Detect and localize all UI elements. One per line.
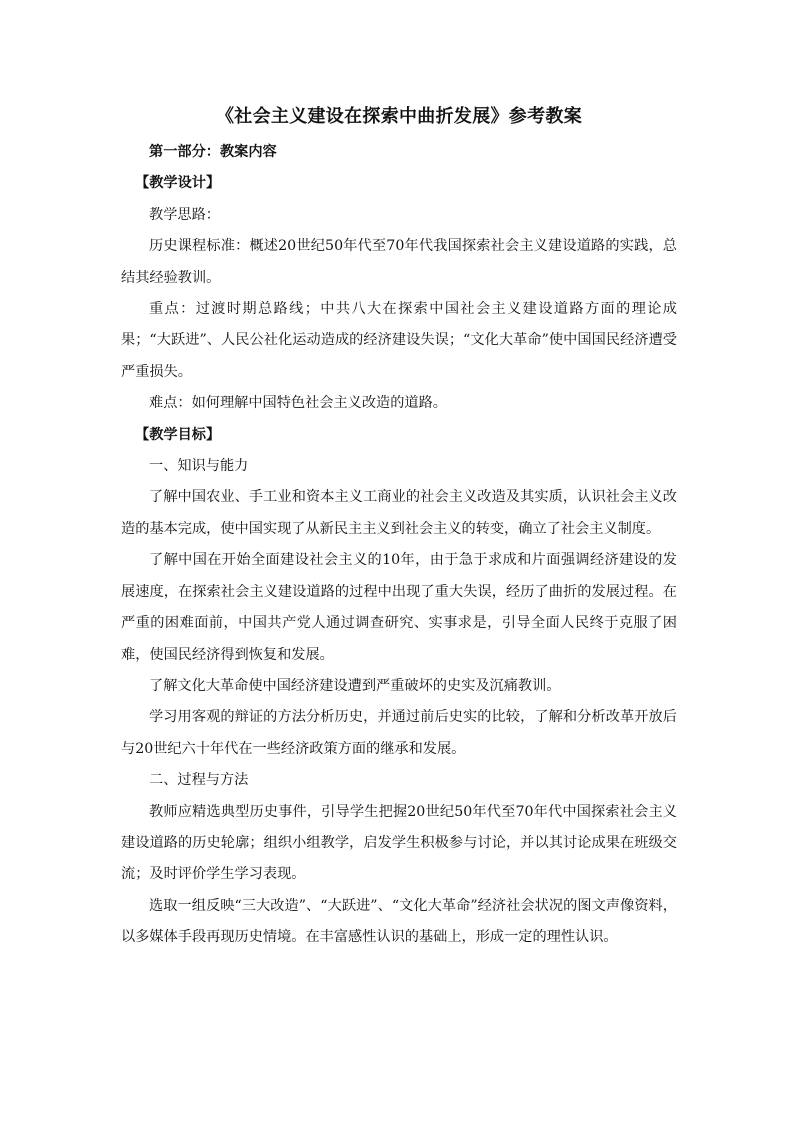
difficult-points-paragraph: 难点：如何理解中国特色社会主义改造的道路。 [149, 395, 447, 412]
objectives-heading: 【教学目标】 [135, 426, 221, 443]
curriculum-standard-paragraph: 历史课程标准：概述20世纪50年代至70年代我国探索社会主义建设道路的实践，总结其经验教训。 [121, 238, 677, 286]
process-paragraph-1: 教师应精选典型历史事件，引导学生把握20世纪50年代至70年代中国探索社会主义建设道路的历史轮廓；组织小组教学，启发学生积极参与讨论，并以其讨论成果在班级交流；及时评价学生学习表现。 [121, 803, 677, 883]
knowledge-paragraph-1: 了解中国农业、手工业和资本主义工商业的社会主义改造及其实质，认识社会主义改造的基本完成，使中国实现了从新民主主义到社会主义的转变，确立了社会主义制度。 [121, 489, 677, 537]
knowledge-paragraph-2: 了解中国在开始全面建设社会主义的10年，由于急于求成和片面强调经济建设的发展速度，在探索社会主义建设道路的过程中出现了重大失误，经历了曲折的发展过程。在严重的困难面前，中国共产党人通过调查研究、实事求是，引导全面人民终于克服了困难，使国民经济得到恢复和发展。 [121, 552, 677, 663]
section-two-heading: 二、过程与方法 [149, 772, 249, 789]
design-heading: 【教学设计】 [135, 175, 221, 192]
teaching-idea-label: 教学思路： [149, 206, 220, 223]
knowledge-paragraph-4: 学习用客观的辩证的方法分析历史，并通过前后史实的比较，了解和分析改革开放后与20世纪六十年代在一些经济政策方面的继承和发展。 [121, 709, 677, 757]
document-body [121, 100, 677, 954]
process-paragraph-2: 选取一组反映“三大改造”、“大跃进”、“文化大革命”经济社会状况的图文声像资料，以多媒体手段再现历史情境。在丰富感性认识的基础上，形成一定的理性认识。 [121, 897, 677, 946]
document-title: 《社会主义建设在探索中曲折发展》参考教案 [216, 106, 582, 127]
knowledge-paragraph-3: 了解文化大革命使中国经济建设遭到严重破坏的史实及沉痛教训。 [149, 677, 561, 694]
section-one-heading: 一、知识与能力 [149, 458, 249, 475]
part-heading: 第一部分：教案内容 [149, 144, 277, 160]
key-points-paragraph: 重点：过渡时期总路线；中共八大在探索中国社会主义建设道路方面的理论成果；“大跃进”、人民公社化运动造成的经济建设失误；“文化大革命”使中国国民经济遭受严重损失。 [121, 301, 677, 380]
